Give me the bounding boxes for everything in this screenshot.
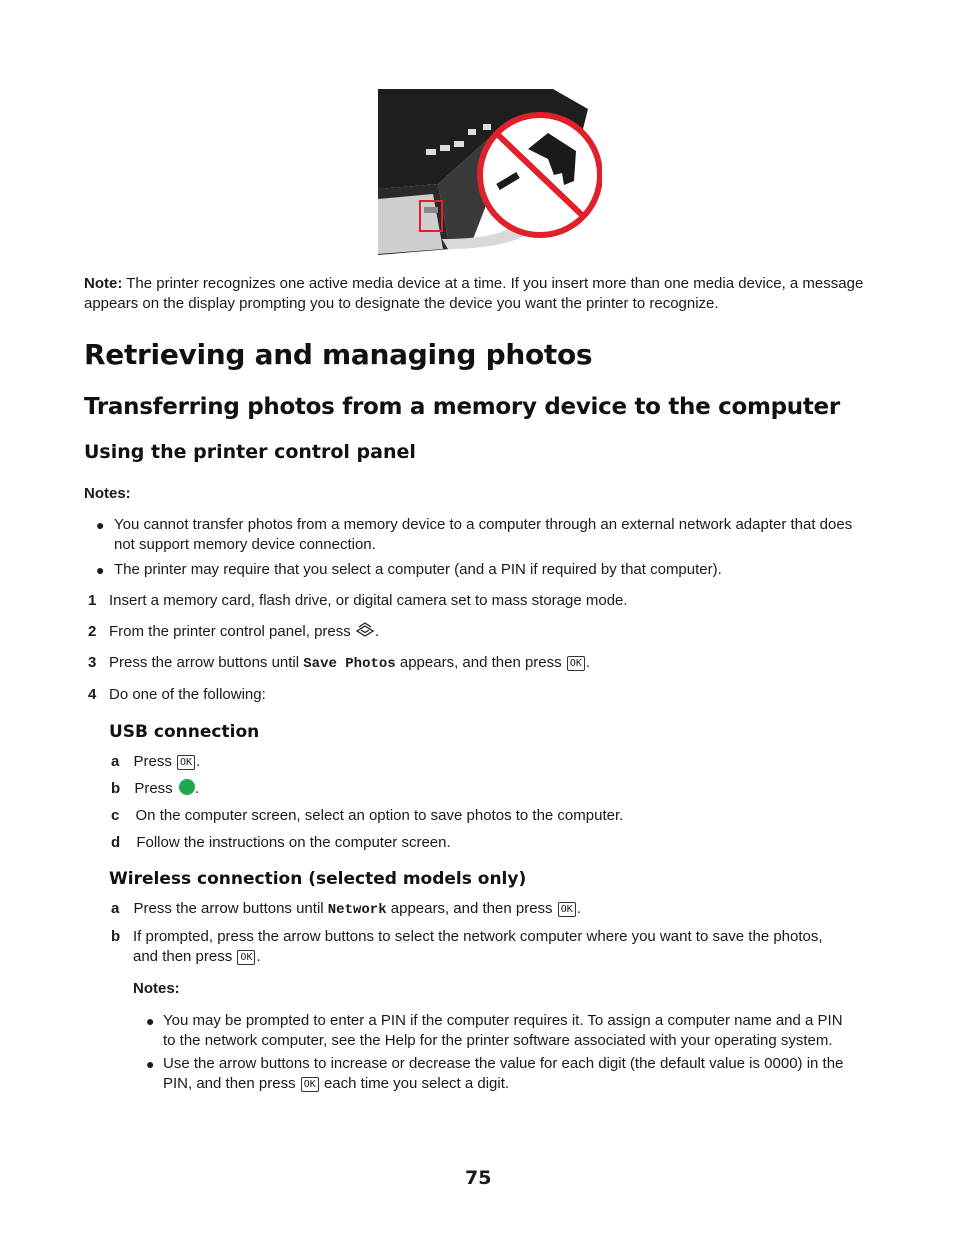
start-button-icon — [179, 779, 195, 795]
step-1: 1 Insert a memory card, flash drive, or digital camera set to mass storage mode. — [88, 592, 628, 609]
list-item: ● You may be prompted to enter a PIN if the computer requires it. To assign a computer name and a PIN to the network computer, see the Help for the printer software associated with your operating system. — [146, 1012, 843, 1049]
step-4: 4 Do one of the following: — [88, 686, 266, 703]
bullet-icon: ● — [146, 1013, 155, 1029]
wireless-notes-label: Notes: — [133, 980, 180, 997]
usb-item-b: b Press . — [111, 780, 200, 797]
step-3: 3 Press the arrow buttons until Save Photos appears, and then press OK . — [88, 654, 591, 672]
usb-item-d: d Follow the instructions on the computer screen. — [111, 834, 451, 851]
wireless-item-b: b If prompted, press the arrow buttons to select the network computer where you want to save the photos, and then press OK . — [111, 928, 823, 965]
display-text: Save Photos — [303, 656, 396, 672]
photo-transfer-icon — [355, 622, 375, 638]
subsection-heading: Using the printer control panel — [84, 441, 416, 463]
ok-button-icon: OK — [237, 950, 255, 965]
usb-heading: USB connection — [109, 722, 260, 742]
wireless-heading: Wireless connection (selected models only) — [109, 869, 527, 889]
ok-button-icon: OK — [177, 755, 195, 770]
note-text: You cannot transfer photos from a memory device to a computer through an external network adapter that does — [114, 516, 853, 533]
ok-button-icon: OK — [567, 656, 585, 671]
note-label: Note: — [84, 275, 123, 292]
bullet-icon: ● — [96, 517, 105, 533]
page-number: 75 — [465, 1167, 492, 1189]
section-heading: Transferring photos from a memory device to the computer — [84, 394, 840, 420]
printer-no-touch-icon — [378, 89, 602, 255]
usb-item-a: a Press OK . — [111, 753, 201, 770]
printer-illustration — [378, 89, 602, 255]
wireless-item-a: a Press the arrow buttons until Network appears, and then press OK . — [111, 900, 581, 918]
note-paragraph — [84, 274, 884, 314]
display-text: Network — [327, 902, 387, 918]
usb-item-c: c On the computer screen, select an option to save photos to the computer. — [111, 807, 624, 824]
note-text: not support memory device connection. — [114, 536, 376, 553]
ok-button-icon: OK — [558, 902, 576, 917]
note-text: The printer may require that you select a computer (and a PIN if required by that computer). — [114, 561, 722, 578]
note-line1: The printer recognizes one active media device at a time. If you insert more than one media device, a message — [126, 275, 864, 292]
ok-button-icon: OK — [301, 1077, 319, 1092]
list-item — [96, 515, 886, 555]
list-item — [96, 560, 886, 580]
list-item: ● Use the arrow buttons to increase or decrease the value for each digit (the default value is 0000) in the PIN, and then press OK each time you select a digit. — [146, 1055, 844, 1092]
page-title: Retrieving and managing photos — [84, 338, 593, 371]
note-line2: appears on the display prompting you to designate the device you want the printer to recognize. — [84, 295, 719, 312]
bullet-icon: ● — [96, 562, 105, 578]
step-2: 2 From the printer control panel, press . — [88, 623, 380, 640]
bullet-icon: ● — [146, 1056, 155, 1072]
notes-label: Notes: — [84, 485, 131, 502]
